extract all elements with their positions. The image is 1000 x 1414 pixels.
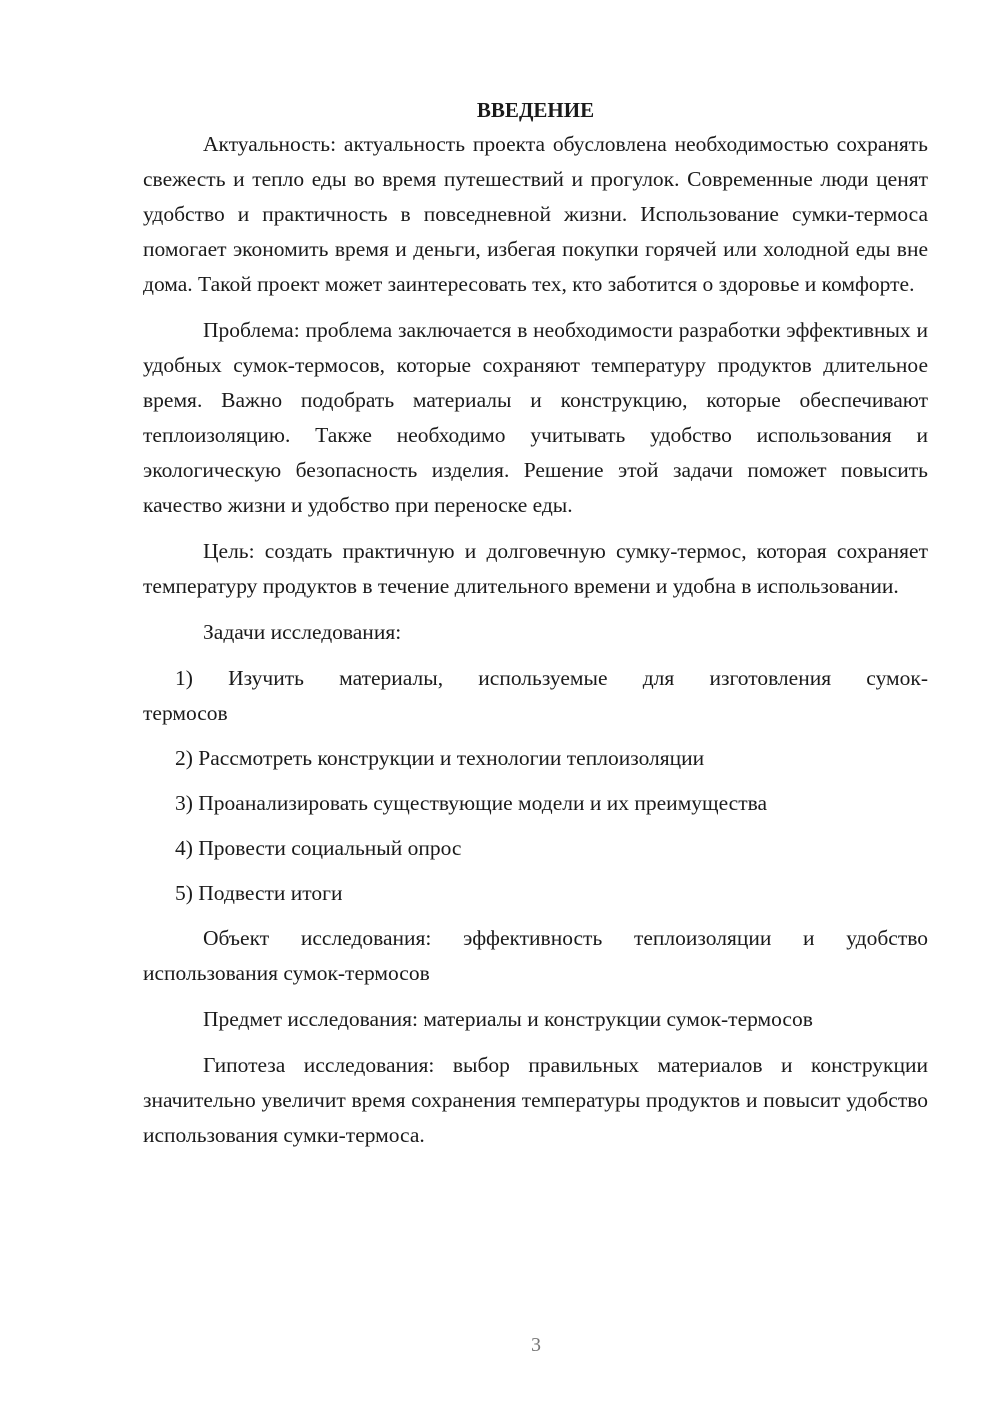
list-item: 5) Подвести итоги: [175, 881, 343, 905]
page-title: ВВЕДЕНИЕ: [476, 98, 595, 122]
page-number: 3: [531, 1334, 541, 1356]
paragraph-relevance: Актуальность: актуальность проекта обусловлена необходимостью сохранять свежесть и тепло еды во время путешествий и прогулок. Современные люди ценят удобство и практичность в повседневной жизни. Использование сумки-термоса помогает экономить время и деньги, избегая покупки горячей или холодной еды вне дома. Такой проект может заинтересовать тех, кто заботится о здоровье и комфорте.: [143, 132, 928, 296]
paragraph-problem: Проблема: проблема заключается в необходимости разработки эффективных и удобных сумок-термосов, которые сохраняют температуру продуктов длительное время. Важно подобрать материалы и конструкцию, которые обеспечивают теплоизоляцию. Также необходимо учитывать удобство использования и экологическую безопасность изделия. Решение этой задачи поможет повысить качество жизни и удобство при переноске еды.: [143, 318, 928, 517]
tasks-heading: Задачи исследования:: [203, 620, 402, 644]
paragraph-hypothesis: Гипотеза исследования: выбор правильных материалов и конструкции значительно увеличит время сохранения температуры продуктов и повысит удобство использования сумки-термоса.: [143, 1053, 928, 1147]
document-page: [143, 95, 928, 1164]
list-item: 1) Изучить материалы, используемые для изготовления сумок-термосов: [143, 666, 928, 725]
paragraph-goal: Цель: создать практичную и долговечную сумку-термос, которая сохраняет температуру продуктов в течение длительного времени и удобна в использовании.: [143, 539, 928, 598]
list-item: 2) Рассмотреть конструкции и технологии теплоизоляции: [175, 746, 705, 770]
tasks-list: [143, 661, 928, 911]
list-item: 3) Проанализировать существующие модели и их преимущества: [175, 791, 768, 815]
paragraph-subject: Предмет исследования: материалы и конструкции сумок-термосов: [203, 1007, 813, 1031]
paragraph-object: Объект исследования: эффективность теплоизоляции и удобство использования сумок-термосов: [143, 926, 928, 985]
list-item: 4) Провести социальный опрос: [175, 836, 462, 860]
